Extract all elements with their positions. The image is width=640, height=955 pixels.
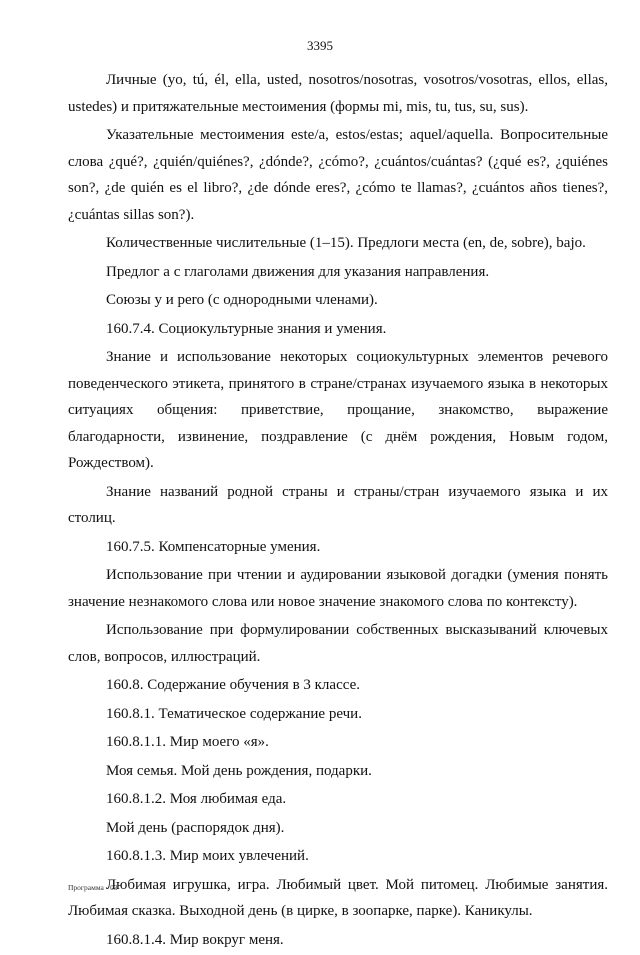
paragraph: Использование при чтении и аудировании языковой догадки (умения понять значение незнакомого слова или новое значение знакомого слова по контексту).	[68, 567, 608, 610]
section-heading: 160.8.1. Тематическое содержание речи.	[106, 705, 362, 722]
paragraph: Мой день (распорядок дня).	[106, 819, 285, 836]
paragraph: Личные (yo, tú, él, ella, usted, nosotros/nosotras, vosotros/vosotras, ellos, ellas, ustedes) и притяжательные местоимения (формы mi, mis, tu, tus, su, sus).	[68, 72, 608, 115]
paragraph: Знание названий родной страны и страны/стран изучаемого языка и их столиц.	[68, 483, 608, 526]
paragraph: Указательные местоимения este/a, estos/estas; aquel/aquella. Вопросительные слова ¿qué?, ¿quién/quiénes?, ¿dónde?, ¿cómo?, ¿cuántos/cuántas? (¿qué es?, ¿quiénes son?, ¿de quién es el libro?, ¿de dónde eres?, ¿cómo te llamas?, ¿cuántos años tienes?, ¿cuántas sillas son?).	[68, 127, 608, 223]
page-number: 3395	[307, 38, 333, 53]
section-heading: 160.7.4. Социокультурные знания и умения.	[106, 320, 387, 337]
paragraph: Знание и использование некоторых социокультурных элементов речевого поведенческого этикета, принятого в стране/странах изучаемого языка в некоторых ситуациях общения: приветствие, прощание, знакомство, выражение благодарности, извинение, поздравление (с днём рождения, Новым годом, Рождеством).	[68, 349, 608, 471]
section-heading: 160.8.1.3. Мир моих увлечений.	[106, 848, 309, 864]
paragraph: Использование при формулировании собственных высказываний ключевых слов, вопросов, иллюстраций.	[68, 622, 608, 665]
paragraph: Любимая игрушка, игра. Любимый цвет. Мой питомец. Любимые занятия. Любимая сказка. Выходной день (в цирке, в зоопарке, парке). Каникулы.	[68, 876, 608, 919]
section-heading: 160.8.1.1. Мир моего «я».	[106, 734, 269, 750]
paragraph: Количественные числительные (1–15). Предлоги места (en, de, sobre), bajo.	[106, 235, 586, 251]
paragraph: Союзы y и pero (с однородными членами).	[106, 292, 378, 308]
section-heading: 160.8. Содержание обучения в 3 классе.	[106, 677, 360, 693]
document-body	[68, 67, 608, 955]
paragraph: Моя семья. Мой день рождения, подарки.	[106, 762, 372, 779]
paragraph: Предлог a с глаголами движения для указания направления.	[106, 263, 490, 280]
section-heading: 160.8.1.2. Моя любимая еда.	[106, 791, 287, 807]
section-heading: 160.7.5. Компенсаторные умения.	[106, 538, 321, 555]
section-heading: 160.8.1.4. Мир вокруг меня.	[106, 931, 284, 948]
footer-label: Программа - 03	[68, 883, 118, 892]
